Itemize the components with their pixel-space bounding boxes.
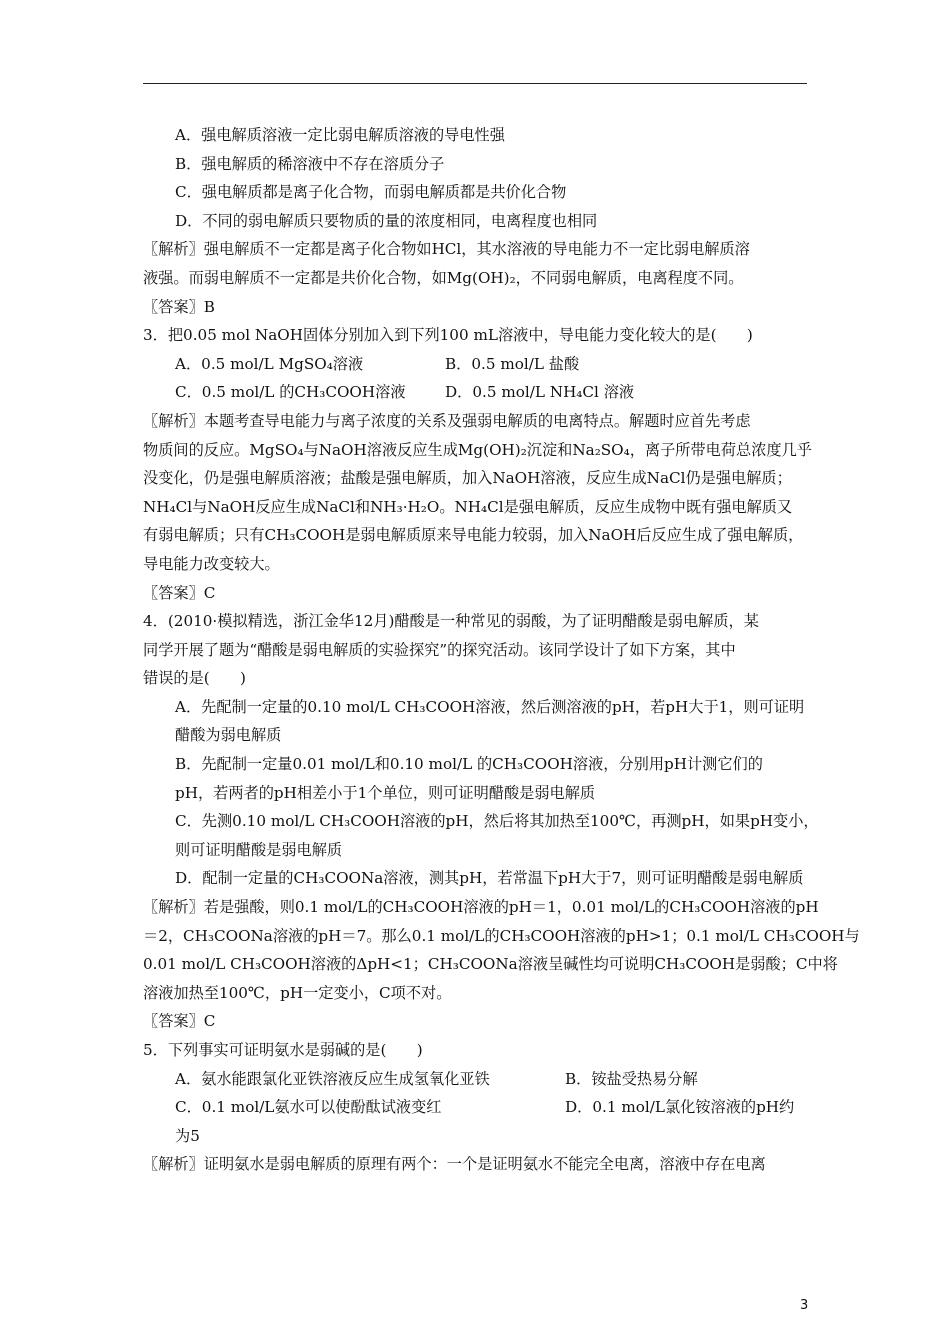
- text-line: D．不同的弱电解质只要物质的量的浓度相同，电离程度也相同: [175, 211, 598, 230]
- text-line: 没变化，仍是强电解质溶液；盐酸是强电解质，加入NaOH溶液，反应生成NaCl仍是强电解质；: [143, 469, 792, 488]
- text-line: 0.01 mol/L CH₃COOH溶液的ΔpH<1；CH₃COONa溶液呈碱性均可说明CH₃COOH是弱酸；C中将: [143, 955, 838, 974]
- option-left: C．0.5 mol/L 的CH₃COOH溶液: [175, 383, 406, 402]
- text-line: ＝2，CH₃COONa溶液的pH＝7。那么0.1 mol/L的CH₃COOH溶液的pH>1；0.1 mol/L CH₃COOH与: [143, 926, 860, 945]
- option-right: B．0.5 mol/L 盐酸: [445, 354, 580, 373]
- text-line: 则可证明醋酸是弱电解质: [175, 840, 343, 859]
- document-body: [143, 121, 860, 1179]
- option-right: B．铵盐受热易分解: [565, 1069, 698, 1088]
- text-line: pH，若两者的pH相差小于1个单位，则可证明醋酸是弱电解质: [175, 783, 596, 802]
- text-line: A．强电解质溶液一定比弱电解质溶液的导电性强: [175, 126, 505, 144]
- text-line: 〖答案〗C: [143, 1012, 216, 1031]
- text-line: 同学开展了题为“醋酸是弱电解质的实验探究”的探究活动。该同学设计了如下方案，其中: [143, 640, 736, 659]
- text-line: 3．把0.05 mol NaOH固体分别加入到下列100 mL溶液中，导电能力变化较大的是( ): [143, 326, 753, 345]
- text-line: D．配制一定量的CH₃COONa溶液，测其pH，若常温下pH大于7，则可证明醋酸是弱电解质: [175, 869, 804, 888]
- text-line: 4．(2010·模拟精选，浙江金华12月)醋酸是一种常见的弱酸，为了证明醋酸是弱电解质，某: [143, 612, 759, 631]
- text-line: [143, 1093, 815, 1122]
- option-left: C．0.1 mol/L氨水可以使酚酞试液变红: [175, 1098, 442, 1117]
- text-line: 〖解析〗若是强酸，则0.1 mol/L的CH₃COOH溶液的pH＝1，0.01 mol/L的CH₃COOH溶液的pH: [143, 898, 819, 917]
- option-right: D．0.1 mol/L氯化铵溶液的pH约: [565, 1098, 795, 1117]
- text-line: 5．下列事实可证明氨水是弱碱的是( ): [143, 1041, 423, 1059]
- text-line: NH₄Cl与NaOH反应生成NaCl和NH₃·H₂O。NH₄Cl是强电解质，反应生成物中既有强电解质又: [143, 497, 793, 516]
- text-line: 醋酸为弱电解质: [175, 726, 282, 745]
- text-line: A．先配制一定量的0.10 mol/L CH₃COOH溶液，然后测溶液的pH，若pH大于1，则可证明: [175, 697, 805, 716]
- text-line: 为5: [175, 1126, 200, 1145]
- text-line: C．强电解质都是离子化合物，而弱电解质都是共价化合物: [175, 183, 567, 202]
- text-line: 〖解析〗本题考查导电能力与离子浓度的关系及强弱电解质的电离特点。解题时应首先考虑: [143, 411, 751, 430]
- text-line: 溶液加热至100℃，pH一定变小，C项不对。: [143, 983, 452, 1002]
- text-line: [143, 378, 815, 407]
- text-line: B．强电解质的稀溶液中不存在溶质分子: [175, 154, 445, 173]
- option-left: A．0.5 mol/L MgSO₄溶液: [175, 354, 364, 373]
- header-rule: [143, 83, 807, 84]
- text-line: B．先配制一定量0.01 mol/L和0.10 mol/L 的CH₃COOH溶液，分别用pH计测它们的: [175, 755, 763, 774]
- text-line: 有弱电解质；只有CH₃COOH是弱电解质原来导电能力较弱，加入NaOH后反应生成了强电解质，: [143, 526, 804, 545]
- text-line: 〖解析〗证明氨水是弱电解质的原理有两个：一个是证明氨水不能完全电离，溶液中存在电离: [143, 1155, 766, 1174]
- text-line: 〖答案〗C: [143, 583, 216, 602]
- option-right: D．0.5 mol/L NH₄Cl 溶液: [445, 383, 635, 402]
- text-line: 物质间的反应。MgSO₄与NaOH溶液反应生成Mg(OH)₂沉淀和Na₂SO₄，离子所带电荷总浓度几乎: [143, 440, 812, 459]
- text-line: 错误的是( ): [143, 669, 246, 688]
- text-line: [143, 350, 815, 379]
- text-line: [143, 1065, 815, 1094]
- option-left: A．氨水能跟氯化亚铁溶液反应生成氢氧化亚铁: [175, 1069, 490, 1088]
- page-number: 3: [800, 1298, 809, 1313]
- text-line: 〖解析〗强电解质不一定都是离子化合物如HCl，其水溶液的导电能力不一定比弱电解质溶: [143, 240, 750, 259]
- text-line: 液强。而弱电解质不一定都是共价化合物，如Mg(OH)₂，不同弱电解质，电离程度不同。: [143, 268, 744, 287]
- text-line: 〖答案〗B: [143, 297, 215, 316]
- text-line: C．先测0.10 mol/L CH₃COOH溶液的pH，然后将其加热至100℃，再测pH，如果pH变小，: [175, 812, 819, 831]
- text-line: 导电能力改变较大。: [143, 554, 280, 573]
